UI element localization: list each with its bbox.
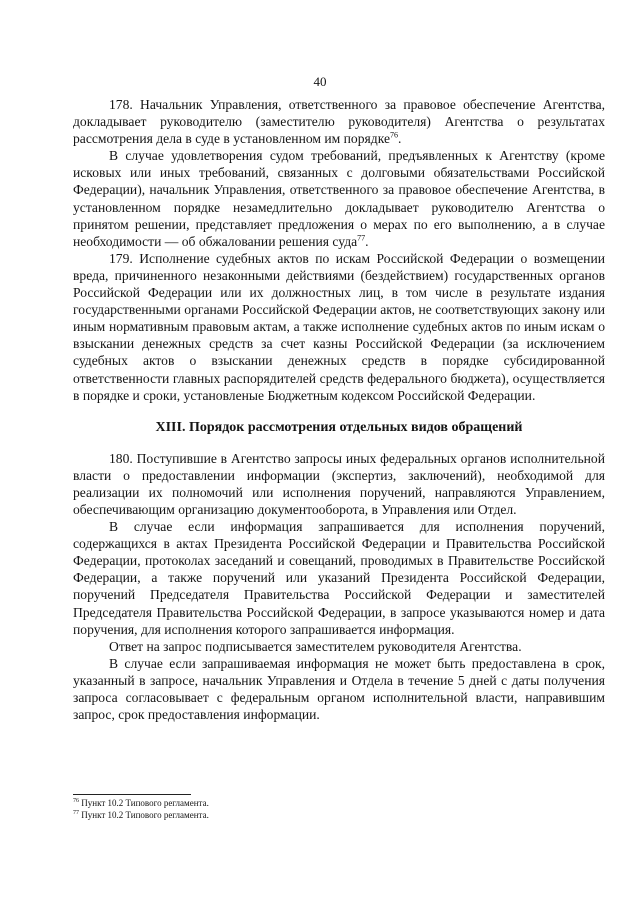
paragraph-178 <box>73 96 605 147</box>
paragraph-178-cont <box>73 147 605 250</box>
footnote-number: 77 <box>73 810 79 816</box>
paragraph-180-answer: Ответ на запрос подписывается заместителем руководителя Агентства. <box>109 638 522 654</box>
paragraph-179 <box>73 250 605 404</box>
paragraph-text: 179. Исполнение судебных актов по искам Российской Федерации о возмещении вреда, причиненного незаконными действиями (бездействием) государственных органов Российской Федерации или их должностных лиц, в том числе в результате издания государственными органами Российской Федерации актов, не соответствующих закону или иным нормативным правовым актам, а также исполнение судебных актов по иным искам о взыскании денежных средств за счет казны Российской Федерации (за исключением судебных актов о взыскании денежных средств в порядке субсидированной ответственности главных распорядителей средств федерального бюджета), осуществляется в порядке и сроки, установленые Бюджетным кодексом Российской Федерации. <box>73 250 605 403</box>
paragraph-text: В случае удовлетворения судом требований, предъявленных к Агентству (кроме исковых или иных требований, связанных с долговыми обязательствами Российской Федерации), начальник Управления, ответственного за правовое обеспечение Агентства, в установленном порядке незамедлительно докладывает руководителю Агентства о принятом решении, представляет предложения о мерах по его выполнению, а в случае необходимости — об обжаловании решения суда <box>73 148 605 249</box>
paragraph-180: 180. Поступившие в Агентство запросы иных федеральных органов исполнительной власти о предоставлении информации (экспертиз, заключений), необходимой для реализации их полномочий или исполнения поручений, направляются Управлением, обеспечивающим организацию документооборота, в Управления или Отдел. <box>73 450 605 517</box>
paragraph-tail: . <box>365 233 369 249</box>
footnote-ref: 77 <box>357 233 366 243</box>
footnote-77 <box>73 809 473 821</box>
paragraph-180-deadline: В случае если запрашиваемая информация не может быть предоставлена в срок, указанный в запросе, начальник Управления и Отдела в течение 5 дней с даты получения запроса согласовывает с федеральным органом исполнительной власти, направившим запрос, срок предоставления информации. <box>73 655 605 723</box>
paragraph-text: 178. Начальник Управления, ответственного за правовое обеспечение Агентства, докладывает руководителю (заместителю руководителя) Агентства о результатах рассмотрения дела в суде в установленном им порядке <box>73 97 605 147</box>
footnote-76 <box>73 797 473 809</box>
section-heading: XIII. Порядок рассмотрения отдельных видов обращений <box>155 419 523 435</box>
document-body <box>73 96 605 723</box>
footnote-number: 76 <box>73 798 79 804</box>
footnote-text: Пункт 10.2 Типового регламента. <box>79 798 209 808</box>
footnote-text: Пункт 10.2 Типового регламента. <box>79 810 209 820</box>
paragraph-tail: . <box>398 131 402 147</box>
footnotes <box>73 797 473 821</box>
footnote-divider <box>73 794 191 795</box>
footnote-ref: 76 <box>390 130 398 140</box>
page-number: 40 <box>313 74 327 89</box>
paragraph-180-cont: В случае если информация запрашивается для исполнения поручений, содержащихся в актах Президента Российской Федерации и Правительства Российской Федерации, протоколах заседаний и совещаний, проводимых в Правительстве Российской Федерации, а также поручений или указаний Президента Российской Федерации, поручений Председателя Правительства Российской Федерации и заместителей Председателя Правительства Российской Федерации, в запросе указываются номер и дата поручения, для исполнения которого запрашивается информация. <box>73 519 605 637</box>
